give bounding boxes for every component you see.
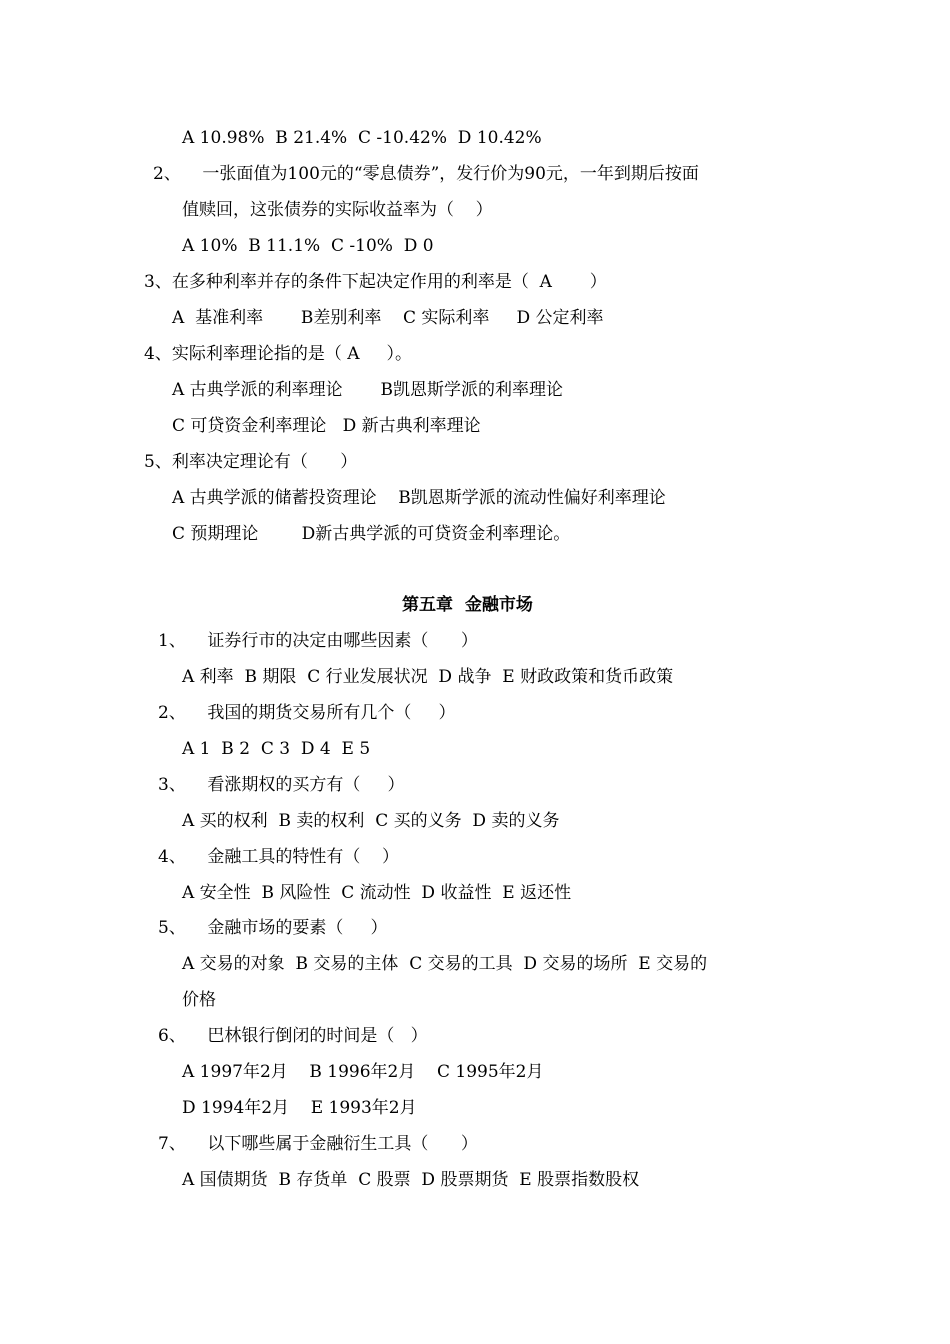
ch5-q7-stem: 7、 以下哪些属于金融衍生工具（ ） (158, 1134, 478, 1154)
ch5-q7-options: A 国债期货 B 存货单 C 股票 D 股票期货 E 股票指数股权 (182, 1170, 640, 1190)
chapter-title: 第五章 金融市场 (402, 595, 533, 615)
q3-stem: 3、在多种利率并存的条件下起决定作用的利率是（ A ） (144, 272, 607, 292)
ch5-q6-options-2: D 1994年2月 E 1993年2月 (182, 1098, 417, 1118)
q4-options-2: C 可贷资金利率理论 D 新古典利率理论 (172, 416, 481, 436)
q2-stem: 2、 一张面值为100元的“零息债券”，发行价为90元，一年到期后按面 (153, 164, 699, 184)
q5-options-2: C 预期理论 D新古典学派的可贷资金利率理论。 (172, 524, 571, 544)
q5-options-1: A 古典学派的储蓄投资理论 B凯恩斯学派的流动性偏好利率理论 (172, 488, 666, 508)
q1-options: A 10.98% B 21.4% C -10.42% D 10.42% (182, 128, 542, 148)
q2-options: A 10% B 11.1% C -10% D 0 (182, 236, 434, 256)
ch5-q5-options-cont: 价格 (182, 990, 216, 1010)
q4-options-1: A 古典学派的利率理论 B凯恩斯学派的利率理论 (172, 380, 563, 400)
ch5-q1-options: A 利率 B 期限 C 行业发展状况 D 战争 E 财政政策和货币政策 (182, 667, 674, 687)
ch5-q3-options: A 买的权利 B 卖的权利 C 买的义务 D 卖的义务 (182, 811, 560, 831)
ch5-q5-options: A 交易的对象 B 交易的主体 C 交易的工具 D 交易的场所 E 交易的 (182, 954, 708, 974)
ch5-q4-options: A 安全性 B 风险性 C 流动性 D 收益性 E 返还性 (182, 883, 572, 903)
ch5-q2-options: A 1 B 2 C 3 D 4 E 5 (182, 739, 371, 759)
ch5-q3-stem: 3、 看涨期权的买方有（ ） (158, 775, 405, 795)
ch5-q6-options-1: A 1997年2月 B 1996年2月 C 1995年2月 (182, 1062, 544, 1082)
ch5-q4-stem: 4、 金融工具的特性有（ ） (158, 847, 400, 867)
ch5-q1-stem: 1、 证券行市的决定由哪些因素（ ） (158, 631, 478, 651)
q5-stem: 5、利率决定理论有（ ） (144, 452, 358, 472)
q3-options: A 基准利率 B差别利率 C 实际利率 D 公定利率 (172, 308, 604, 328)
q4-stem: 4、实际利率理论指的是（ A ）。 (144, 344, 413, 364)
ch5-q2-stem: 2、 我国的期货交易所有几个（ ） (158, 703, 456, 723)
q2-stem-cont: 值赎回，这张债券的实际收益率为（ ） (182, 200, 493, 220)
ch5-q6-stem: 6、 巴林银行倒闭的时间是（ ） (158, 1026, 428, 1046)
ch5-q5-stem: 5、 金融市场的要素（ ） (158, 918, 388, 938)
